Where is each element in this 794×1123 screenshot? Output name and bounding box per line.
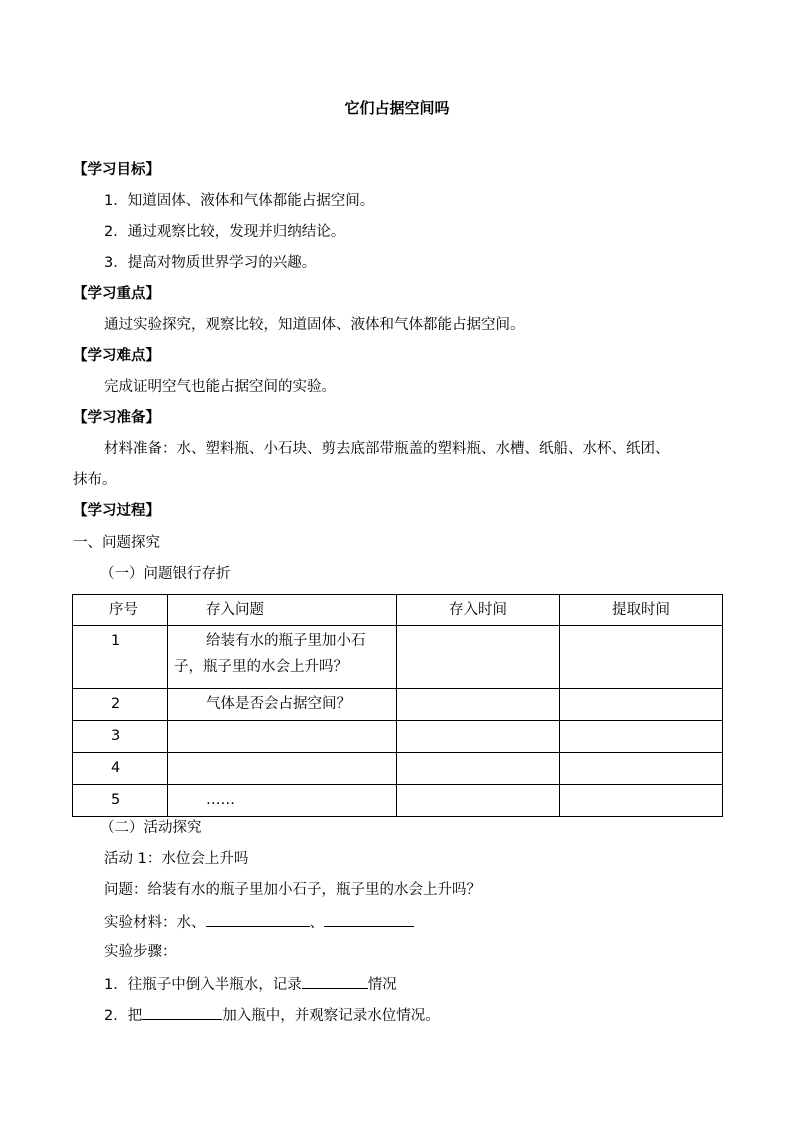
- header-number: 序号: [73, 595, 168, 626]
- goal-item-1: 1．知道固体、液体和气体都能占据空间。: [104, 193, 375, 209]
- row-withdraw-time[interactable]: [560, 721, 723, 753]
- process-heading: 【学习过程】: [73, 503, 160, 519]
- step-1-blank[interactable]: [302, 973, 368, 989]
- goals-heading: 【学习目标】: [73, 162, 160, 178]
- row-withdraw-time[interactable]: [560, 689, 723, 721]
- preparation-heading: 【学习准备】: [73, 410, 160, 426]
- table-row: [73, 753, 723, 785]
- activity-title: 活动 1：水位会上升吗: [104, 851, 249, 867]
- row-deposit-time[interactable]: [397, 753, 560, 785]
- step-2-text-a: 2．把: [104, 1008, 143, 1024]
- preparation-line-1: 材料准备：水、塑料瓶、小石块、剪去底部带瓶盖的塑料瓶、水槽、纸船、水杯、纸团、: [104, 441, 670, 457]
- row-question-line-1: ……: [206, 792, 235, 808]
- row-question: [168, 626, 397, 689]
- steps-label: 实验步骤：: [104, 944, 177, 960]
- goal-item-2: 2．通过观察比较，发现并归纳结论。: [104, 224, 346, 240]
- row-question-line-2: 子，瓶子里的水会上升吗？: [174, 659, 348, 675]
- preparation-line-2: 抹布。: [73, 472, 117, 488]
- row-deposit-time[interactable]: [397, 689, 560, 721]
- row-deposit-time[interactable]: [397, 626, 560, 689]
- subsection-title-2: （二）活动探究: [100, 820, 202, 836]
- row-number: 1: [73, 626, 168, 689]
- header-withdraw-time: 提取时间: [560, 595, 723, 626]
- materials-separator: 、: [309, 915, 324, 931]
- materials-label: 实验材料：水、: [104, 915, 206, 931]
- table-row: [73, 626, 723, 689]
- row-number: 5: [73, 785, 168, 817]
- step-2-blank[interactable]: [142, 1004, 222, 1020]
- row-question[interactable]: [168, 721, 397, 753]
- key-points-heading: 【学习重点】: [73, 286, 160, 302]
- table-header-row: [73, 595, 723, 626]
- row-number: 3: [73, 721, 168, 753]
- row-number: 2: [73, 689, 168, 721]
- step-2: [104, 1004, 440, 1026]
- header-deposit-time: 存入时间: [397, 595, 560, 626]
- step-1-text-a: 1．往瓶子中倒入半瓶水，记录: [104, 977, 302, 993]
- materials-blank-2[interactable]: [324, 911, 414, 927]
- row-deposit-time[interactable]: [397, 721, 560, 753]
- materials-blank-1[interactable]: [206, 911, 310, 927]
- row-withdraw-time[interactable]: [560, 626, 723, 689]
- table-row: [73, 689, 723, 721]
- question-bank-table: [72, 594, 723, 817]
- row-question-line-1: 给装有水的瓶子里加小石: [206, 633, 366, 649]
- difficulties-heading: 【学习难点】: [73, 348, 160, 364]
- row-withdraw-time[interactable]: [560, 753, 723, 785]
- header-question: 存入问题: [168, 595, 397, 626]
- row-number: 4: [73, 753, 168, 785]
- difficulties-text: 完成证明空气也能占据空间的实验。: [104, 379, 336, 395]
- row-question-line-1: 气体是否会占据空间？: [206, 696, 351, 712]
- step-2-text-b: 加入瓶中，并观察记录水位情况。: [222, 1008, 440, 1024]
- table-row: [73, 785, 723, 817]
- subsection-title-1: （一）问题银行存折: [100, 566, 231, 582]
- section-title-1: 一、问题探究: [73, 535, 160, 551]
- step-1: [104, 973, 397, 995]
- row-withdraw-time[interactable]: [560, 785, 723, 817]
- row-question[interactable]: [168, 753, 397, 785]
- page-title: 它们占据空间吗: [344, 99, 450, 117]
- activity-question: 问题：给装有水的瓶子里加小石子，瓶子里的水会上升吗？: [104, 882, 481, 898]
- table-row: [73, 721, 723, 753]
- materials-line: [104, 911, 414, 933]
- goal-item-3: 3．提高对物质世界学习的兴趣。: [104, 255, 317, 271]
- key-points-text: 通过实验探究，观察比较，知道固体、液体和气体都能占据空间。: [104, 317, 525, 333]
- row-deposit-time[interactable]: [397, 785, 560, 817]
- step-1-text-b: 情况: [367, 977, 397, 993]
